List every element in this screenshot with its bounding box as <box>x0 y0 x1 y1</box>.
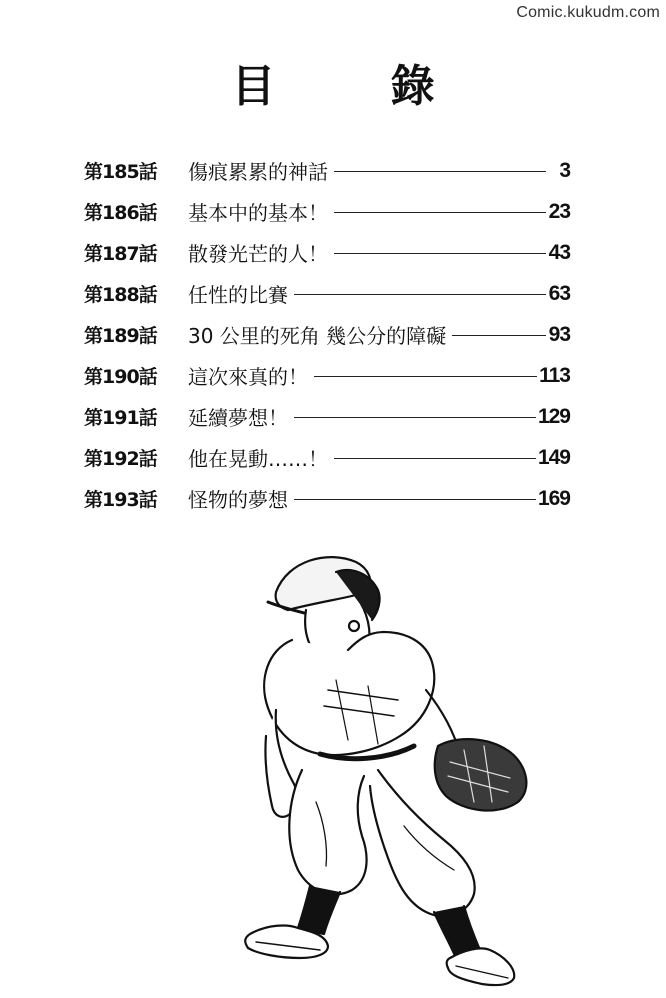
chapter-title: 30 公里的死角 幾公分的障礙 <box>188 324 447 348</box>
page-number: 63 <box>548 281 570 305</box>
chapter-title: 怪物的夢想 <box>188 488 288 512</box>
leader-line <box>334 212 546 213</box>
chapter-number: 第189話 <box>84 325 157 347</box>
baseball-player-illustration <box>228 540 588 990</box>
page-number: 43 <box>548 240 570 264</box>
toc-entry[interactable] <box>84 478 570 519</box>
page-number: 93 <box>548 322 570 346</box>
chapter-number: 第185話 <box>84 161 157 183</box>
page-number: 113 <box>539 363 570 387</box>
table-of-contents <box>84 150 570 519</box>
leader-line <box>334 458 536 459</box>
toc-entry[interactable] <box>84 191 570 232</box>
toc-entry[interactable] <box>84 437 570 478</box>
page-number: 169 <box>537 486 570 510</box>
toc-entry[interactable] <box>84 273 570 314</box>
leader-line <box>334 171 546 172</box>
site-watermark: Comic.kukudm.com <box>516 4 660 21</box>
chapter-number: 第191話 <box>84 407 157 429</box>
leader-line <box>314 376 537 377</box>
chapter-title: 傷痕累累的神話 <box>188 160 328 184</box>
toc-entry[interactable] <box>84 396 570 437</box>
leader-line <box>452 335 546 336</box>
toc-entry[interactable] <box>84 314 570 355</box>
toc-entry[interactable] <box>84 232 570 273</box>
chapter-number: 第193話 <box>84 489 157 511</box>
leader-line <box>334 253 546 254</box>
chapter-title: 散發光芒的人！ <box>188 242 328 266</box>
toc-entry[interactable] <box>84 355 570 396</box>
leader-line <box>294 499 536 500</box>
chapter-title: 基本中的基本！ <box>188 201 328 225</box>
chapter-title: 任性的比賽 <box>188 283 288 307</box>
leader-line <box>294 294 546 295</box>
leader-line <box>294 417 536 418</box>
toc-entry[interactable] <box>84 150 570 191</box>
chapter-number: 第190話 <box>84 366 157 388</box>
chapter-title: 他在晃動……！ <box>188 447 328 471</box>
page-number: 23 <box>548 199 570 223</box>
page-title: 目 錄 <box>231 61 485 112</box>
chapter-number: 第186話 <box>84 202 157 224</box>
chapter-title: 延續夢想！ <box>188 406 288 430</box>
page-number: 3 <box>559 158 570 182</box>
chapter-number: 第188話 <box>84 284 157 306</box>
page-number: 149 <box>537 445 570 469</box>
page-number: 129 <box>537 404 570 428</box>
chapter-number: 第187話 <box>84 243 157 265</box>
chapter-title: 這次來真的！ <box>188 365 308 389</box>
chapter-number: 第192話 <box>84 448 157 470</box>
